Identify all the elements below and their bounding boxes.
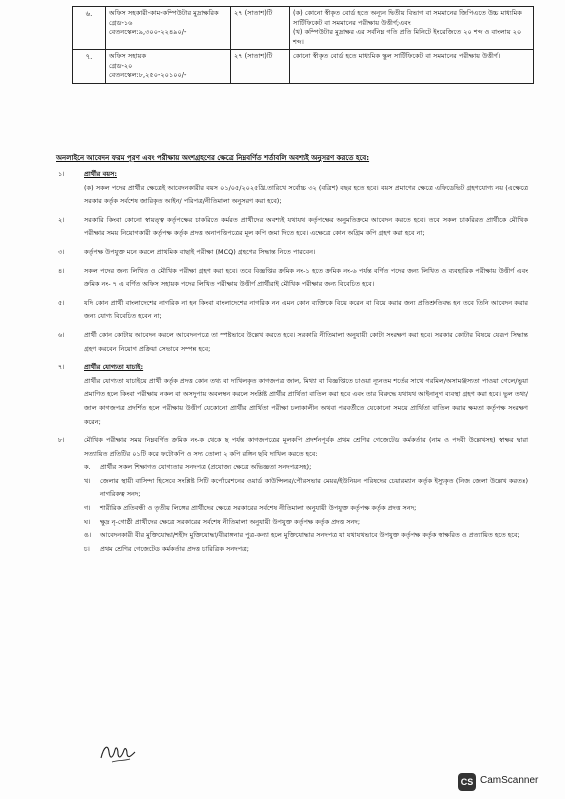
row-number: ৭. [73, 50, 106, 84]
instruction-item [58, 361, 528, 429]
item-title: প্রার্থীর যোগ্যতা যাচাই: [84, 363, 144, 372]
post-line: বেতনস্কেল:৮,২৫০-২০১০০/- [109, 71, 187, 80]
post-line: অফিস সহকারী-কাম-কম্পিউটার মুদ্রাক্ষরিক [109, 9, 219, 17]
requirement-line: কোনো স্বীকৃত বোর্ড হতে মাধ্যমিক স্কুল সার্টিফিকেট বা সমমানের পরীক্ষায় উত্তীর্ণ। [293, 52, 501, 61]
sub-item-label: ঙ। [84, 531, 92, 540]
item-number: ৩। [58, 247, 65, 256]
posts-table [72, 6, 534, 84]
instruction-item [58, 214, 528, 241]
sub-item-text: প্রার্থীর সকল শিক্ষাগত যোগ্যতার সনদপত্র (প্রযোজ্য ক্ষেত্রে অভিজ্ঞতা সনদপত্রসহ); [100, 463, 312, 472]
item-text: সকল পদের জন্য লিখিত ও মৌখিক পরীক্ষা গ্রহণ করা হবে। তবে বিজ্ঞপ্তির ক্রমিক নং-১ হতে ক্রমিক নং-৬ পর্যন্ত বর্ণিত পদের জন্য লিখিত ও ব্যবহারিক পরীক্ষায় উত্তীর্ণ এবং ক্রমিক নং- ৭ এ বর্ণিত অফিস সহায়ক পদের লিখিত পরীক্ষায় উত্তীর্ণ প্রার্থীরাই মৌখিক পরীক্ষার জন্য বিবেচিত হবে। [84, 266, 528, 289]
item-number: ৬। [58, 330, 65, 339]
post-cell [106, 7, 231, 50]
sub-item-label: গ। [84, 504, 91, 513]
row-number: ৬. [73, 7, 106, 50]
instructions-title: অনলাইনে আবেদন ফরম পূরণ এবং পরীক্ষায় অংশগ্রহণের ক্ষেত্রে নিম্নবর্ণিত শর্তাবলি অবশ্যই অনুসরণ করতে হবে: [56, 154, 370, 162]
sub-item [84, 475, 528, 502]
sub-item-text: আবেদনকারী বীর মুক্তিযোদ্ধা/শহীদ মুক্তিযোদ্ধা/বীরাঙ্গনার পুত্র-কন্যা হলে মুক্তিযোদ্ধার সনদপত্র যা যথাযথভাবে উপযুক্ত কর্তৃপক্ষ কর্তৃক স্বাক্ষরিত ও প্রত্যায়িত হতে হবে; [100, 531, 520, 540]
post-line: অফিস সহায়ক [109, 52, 147, 61]
post-count: ২৭ (সাতাশ)টি [231, 7, 290, 50]
instruction-item [58, 297, 528, 324]
item-number: ২। [58, 215, 65, 224]
post-count: ২৭ (সাতাশ)টি [231, 50, 290, 84]
camscanner-label: CamScanner [480, 775, 539, 786]
requirements-cell [290, 50, 534, 84]
sub-item-label: খ। [84, 476, 91, 485]
item-text: প্রার্থীর যোগ্যতা যাচাইয়ে প্রার্থী কর্তৃক প্রদত্ত কোন তথ্য বা দাখিলকৃত কাগজপত্র জাল, মিথ্যা বা বিজ্ঞপ্তিতে চাওয়া ন্যূনতম শর্তের সাথে গরমিল/অসামঞ্জস্যতা পাওয়া গেলে/ভুয়া প্রমাণিত হলে কিংবা পরীক্ষায় নকল বা অসদুপায় অবলম্বন করলে সংশ্লিষ্ট প্রার্থীর প্রার্থিতা বাতিল করা হবে এবং তার বিরুদ্ধে যথাযথ আইনানুগ ব্যবস্থা গ্রহণ করা হবে। ভুল তথ্য/জাল কাগজপত্র প্রদর্শিত হলে পরীক্ষায় উত্তীর্ণ যেকোনো প্রার্থীর প্রার্থিতা পরীক্ষা চলাকালীন অথবা পরবর্তীতে যেকোনো সময়ে প্রার্থিতা বাতিল করার ক্ষমতা কর্তৃপক্ষ সংরক্ষণ করেন; [84, 376, 528, 426]
table-row [73, 50, 534, 84]
item-number: ৮। [58, 436, 65, 445]
sub-item-text: ক্ষুদ্র নৃ-গোষ্ঠী প্রার্থীদের ক্ষেত্রে সরকারের সর্বশেষ নীতিমালা অনুযায়ী উপযুক্ত কর্তৃপক্ষ কর্তৃক প্রদত্ত সনদ; [100, 517, 361, 526]
item-text: প্রার্থী কোন কোটায় আবেদন করলে আবেদনপত্রে তা স্পষ্টভাবে উল্লেখ করতে হবে। সরকারি নীতিমালা অনুযায়ী কোটা সংরক্ষণ করা হবে। সরকার কোটার বিষয়ে যেরূপ সিদ্ধান্ত গ্রহণ করবেন নিয়োগ প্রক্রিয়া সেভাবে সম্পন্ন হবে; [84, 330, 528, 353]
sub-item [84, 529, 528, 543]
table-row [73, 7, 534, 50]
sub-item [84, 516, 528, 530]
requirements-cell [290, 7, 534, 50]
post-line: গ্রেড-২০ [109, 61, 133, 70]
item-text: মৌখিক পরীক্ষার সময় নিম্নবর্ণিত ক্রমিক নং-ক থেকে ছ পর্যন্ত কাগজপত্রের মূলকপি প্রদর্শনপূর্বক প্রথম শ্রেণির গেজেটেড কর্মকর্তার (নাম ও পদবী উল্লেখসহ) স্বাক্ষর দ্বারা সত্যায়িত প্রতিটির ০১টি করে ফটোকপি ও সদ্য তোলা ২ কপি রঙ্গিন ছবি দাখিল করতে হবে: [84, 436, 528, 458]
post-line: বেতনস্কেল:৯,৩০০-২২৪৯০/- [109, 28, 187, 37]
instruction-item [58, 168, 528, 209]
instructions-list [58, 168, 528, 561]
instruction-item [58, 265, 528, 292]
signature [98, 738, 138, 766]
sub-item-text: শারীরিক প্রতিবন্ধী ও তৃতীয় লিঙ্গের প্রার্থীদের ক্ষেত্রে সরকারের সর্বশেষ নীতিমালা অনুযায়ী উপযুক্ত কর্তৃপক্ষ কর্তৃক প্রদত্ত সনদ; [100, 504, 417, 513]
item-number: ১। [58, 170, 65, 178]
post-line: গ্রেড-১৬ [109, 18, 133, 27]
item-text: (ক) সকল পদের প্রার্থীর ক্ষেত্রেই আবেদনকারীর বয়স ০১/০৫/২০২৫খ্রি.তারিখে সর্বোচ্চ ৩২ (বত্রিশ) বছর হতে হবে। বয়স প্রমাণের ক্ষেত্রে এফিডেভিট গ্রহণযোগ্য নয় (এক্ষেত্রে সরকার কর্তৃক সর্বশেষ জারিকৃত আইন/ পরিপত্র/নীতিমালা অনুসরণ করা হবে); [84, 183, 528, 206]
item-text: কর্তৃপক্ষ উপযুক্ত মনে করলে প্রাথমিক বাছাই পরীক্ষা (MCQ) গ্রহণের সিদ্ধান্ত নিতে পারবেন। [84, 247, 316, 256]
sub-item [84, 461, 528, 475]
sub-item-label: ক. [84, 463, 91, 472]
requirement-line: (ক) কোনো স্বীকৃত বোর্ড হতে অন্যূন দ্বিতীয় বিভাগ বা সমমানের জিপিএতে উচ্চ মাধ্যমিক সার্টিফিকেট বা সমমানের পরীক্ষায় উত্তীর্ণ;এবং [293, 9, 522, 27]
item-text: যদি কোন প্রার্থী বাংলাদেশের নাগরিক না হন কিংবা বাংলাদেশের নাগরিক নন এমন কোন ব্যক্তিকে বিয়ে করেন বা বিয়ে করার জন্য প্রতিশ্রুতিবদ্ধ হন তবে তিনি আবেদন করার জন্য যোগ্য বিবেচিত হবেন না; [84, 298, 528, 321]
instruction-item [58, 246, 528, 260]
sub-item-label: চ। [84, 544, 90, 553]
post-cell [106, 50, 231, 84]
sub-item [84, 543, 528, 557]
item-number: ৫। [58, 298, 65, 307]
requirement-line: (খ) কম্পিউটার মুদ্রাক্ষর এর সর্বনিম্ন গতি প্রতি মিনিটে ইংরেজিতে ২০ শব্দ ও বাংলায় ২০ শব্দ। [293, 28, 522, 46]
item-number: ৪। [58, 266, 65, 275]
item-number: ৭। [58, 363, 65, 372]
instruction-item [58, 434, 528, 556]
camscanner-logo-icon: CS [458, 773, 476, 791]
instruction-item [58, 329, 528, 356]
item-title: প্রার্থীর বয়স: [84, 170, 117, 178]
sub-item-label: ঘ। [84, 517, 91, 526]
sub-item-text: প্রথম শ্রেণির গেজেটেড কর্মকর্তার প্রদত্ত চারিত্রিক সনদপত্র; [100, 544, 249, 553]
sub-item-text: জেলার স্থায়ী বাসিন্দা হিসেবে সংশ্লিষ্ট সিটি কর্পোরেশনের ওয়ার্ড কাউন্সিলর/পৌরসভার মেয়র/ইউনিয়ন পরিষদের চেয়ারম্যান কর্তৃক ইস্যুকৃত (নিজ জেলা উল্লেখ করতঃ) নাগরিকত্ব সনদ; [100, 476, 528, 499]
sub-item [84, 502, 528, 516]
item-text: সরকারি কিংবা কোনো স্বায়ত্ত্ব কর্তৃপক্ষের চাকরিতে কর্মরত প্রার্থীদের অবশ্যই যথাযথ কর্তৃপক্ষের অনুমতিক্রমে আবেদন করতে হবে। তবে সকল চাকরিরত প্রার্থীকে মৌখিক পরীক্ষার সময় নিয়োগকারী কর্তৃপক্ষ কর্তৃক প্রদত্ত অনাপত্তিপত্রের মূল কপি জমা দিতে হবে। এক্ষেত্রে কোন অগ্রিম কপি গ্রহণ করা হবে না; [84, 215, 528, 238]
